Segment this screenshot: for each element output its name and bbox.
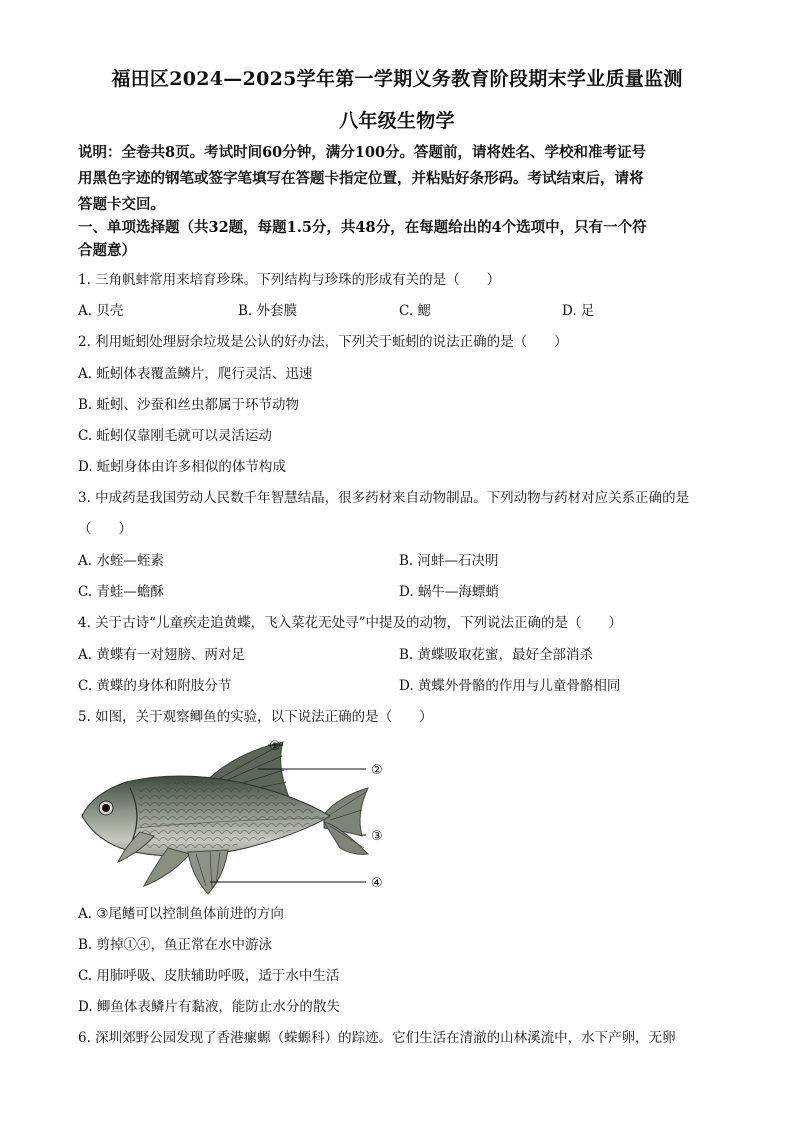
question-4-option-a: A. 黄蝶有一对翅膀、两对足 (78, 647, 245, 663)
question-4-option-c: C. 黄蝶的身体和附肢分节 (78, 678, 232, 694)
question-1-option-a: A. 贝壳 (78, 303, 124, 319)
instructions-line-2: 用黑色字迹的钢笔或签字笔填写在答题卡指定位置，并粘贴好条形码。考试结束后，请将 (78, 170, 644, 187)
question-5-stem: 5. 如图，关于观察鲫鱼的实验，以下说法正确的是（ ） (78, 709, 433, 725)
question-2-option-c: C. 蚯蚓仅靠刚毛就可以灵活运动 (78, 428, 272, 444)
crucian-carp-illustration (78, 736, 398, 896)
exam-title: 福田区2024—2025学年第一学期义务教育阶段期末学业质量监测 (111, 68, 683, 90)
question-5-option-d: D. 鲫鱼体表鳞片有黏液，能防止水分的散失 (78, 999, 340, 1015)
instructions-line-1: 说明：全卷共8页。考试时间60分钟，满分100分。答题前，请将姓名、学校和准考证号 (78, 144, 647, 161)
question-6-stem: 6. 深圳郊野公园发现了香港瘰螈（蝾螈科）的踪迹。它们生活在清澈的山林溪流中，水下产卵，无卵 (78, 1030, 676, 1046)
tail-fin (324, 788, 368, 854)
section-heading-line-2: 合题意） (78, 242, 136, 259)
question-2-option-d: D. 蚯蚓身体由许多相似的体节构成 (78, 459, 286, 475)
question-1-stem: 1. 三角帆蚌常用来培育珍珠。下列结构与珍珠的形成有关的是（ ） (78, 272, 501, 288)
exam-subtitle: 八年级生物学 (339, 110, 455, 132)
callout-label-4: ④ (371, 876, 383, 891)
question-2-option-b: B. 蚯蚓、沙蚕和丝虫都属于环节动物 (78, 397, 300, 413)
question-4-option-b: B. 黄蝶吸取花蜜，最好全部消杀 (399, 647, 594, 663)
callout-label-3: ③ (371, 829, 383, 844)
question-1-option-b: B. 外套膜 (238, 303, 298, 319)
fish-eye (99, 801, 113, 815)
question-2-option-a: A. 蚯蚓体表覆盖鳞片，爬行灵活、迅速 (78, 366, 313, 382)
question-3-option-d: D. 蜗牛—海螵蛸 (399, 584, 499, 600)
fish-figure (78, 736, 398, 896)
question-4-stem: 4. 关于古诗“儿童疾走追黄蝶，飞入菜花无处寻”中提及的动物，下列说法正确的是（ ） (78, 615, 622, 631)
question-3-option-b: B. 河蚌—石决明 (399, 553, 499, 569)
section-heading-line-1: 一、单项选择题（共32题，每题1.5分，共48分，在每题给出的4个选项中，只有一个符 (78, 219, 647, 236)
question-4-option-d: D. 黄蝶外骨骼的作用与儿童骨骼相同 (399, 678, 621, 694)
question-2-stem: 2. 利用蚯蚓处理厨余垃圾是公认的好办法，下列关于蚯蚓的说法正确的是（ ） (78, 334, 568, 350)
question-1-option-d: D. 足 (562, 303, 595, 319)
callout-label-2: ② (371, 763, 383, 778)
callout-label-1: ① (269, 739, 281, 754)
question-1-option-c: C. 鳃 (399, 303, 431, 319)
question-5-option-b: B. 剪掉①④，鱼正常在水中游泳 (78, 937, 273, 953)
instructions (78, 140, 718, 218)
anal-fin (188, 850, 228, 894)
question-3-option-c: C. 青蛙—蟾酥 (78, 584, 164, 600)
fish-body (82, 776, 330, 856)
section-heading (78, 216, 718, 262)
question-3-stem: 3. 中成药是我国劳动人民数千年智慧结晶，很多药材来自动物制品。下列动物与药材对应关系正确的是 (78, 490, 690, 506)
question-3-stem-cont: （ ） (78, 521, 132, 537)
question-3-option-a: A. 水蛭—蛭素 (78, 553, 164, 569)
question-5-option-c: C. 用肺呼吸、皮肤辅助呼吸，适于水中生活 (78, 968, 340, 984)
question-5-option-a: A. ③尾鳍可以控制鱼体前进的方向 (78, 906, 284, 922)
instructions-line-3: 答题卡交回。 (78, 196, 165, 213)
